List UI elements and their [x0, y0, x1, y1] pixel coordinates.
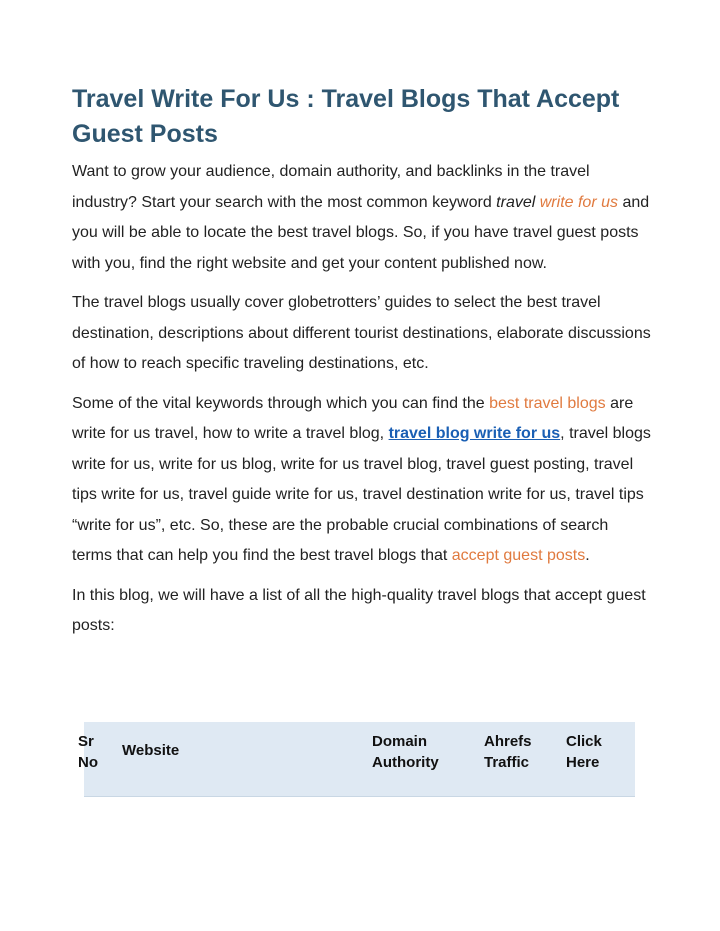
- header-click-here: Click Here: [566, 733, 602, 771]
- keywords-text-1: Some of the vital keywords through which you can find the: [72, 394, 490, 412]
- header-website: Website: [122, 742, 180, 759]
- intro-paragraph: [72, 157, 652, 279]
- best-travel-blogs-link[interactable]: best travel blogs: [489, 394, 606, 412]
- intro-text-2: and you will be able to locate the best travel blogs. So, if you have travel guest posts with you, find the right website and get your content published now.: [72, 193, 650, 272]
- blogs-cover-paragraph: The travel blogs usually cover globetrotters’ guides to select the best travel destination, descriptions about different tourist destinations, elaborate discussions of how to reach specific traveling destinations, etc.: [72, 294, 651, 372]
- page-title: Travel Write For Us : Travel Blogs That Accept Guest Posts: [72, 85, 620, 148]
- article: [72, 82, 652, 642]
- keywords-text-4: .: [585, 547, 590, 564]
- header-ahrefs-traffic: Ahrefs Traffic: [484, 733, 532, 771]
- keyword-travel: travel: [496, 193, 536, 211]
- list-intro-paragraph: In this blog, we will have a list of all the high-quality travel blogs that accept guest posts:: [72, 586, 646, 634]
- intro-text-1: Want to grow your audience, domain authority, and backlinks in the travel industry? Start your search with the most common keyword: [72, 163, 590, 211]
- travel-blog-write-for-us-link[interactable]: travel blog write for us: [388, 425, 561, 442]
- keywords-text-2: are write for us travel, how to write a travel blog,: [72, 394, 634, 442]
- keyword-write-for-us-link[interactable]: write for us: [539, 193, 618, 211]
- keywords-text-3: , travel blogs write for us, write for us blog, write for us travel blog, travel guest posting, travel tips write for us, travel guide write for us, travel destination write for us, travel tips “write for us”, etc. So, these are the probable crucial combinations of search terms that can help you find the best travel blogs that: [72, 425, 651, 564]
- header-domain-authority: Domain Authority: [372, 733, 439, 771]
- header-sr-no: Sr No: [78, 733, 98, 771]
- blogs-table-header: [78, 722, 635, 797]
- keywords-paragraph: [72, 389, 652, 572]
- accept-guest-posts-link[interactable]: accept guest posts: [451, 547, 586, 564]
